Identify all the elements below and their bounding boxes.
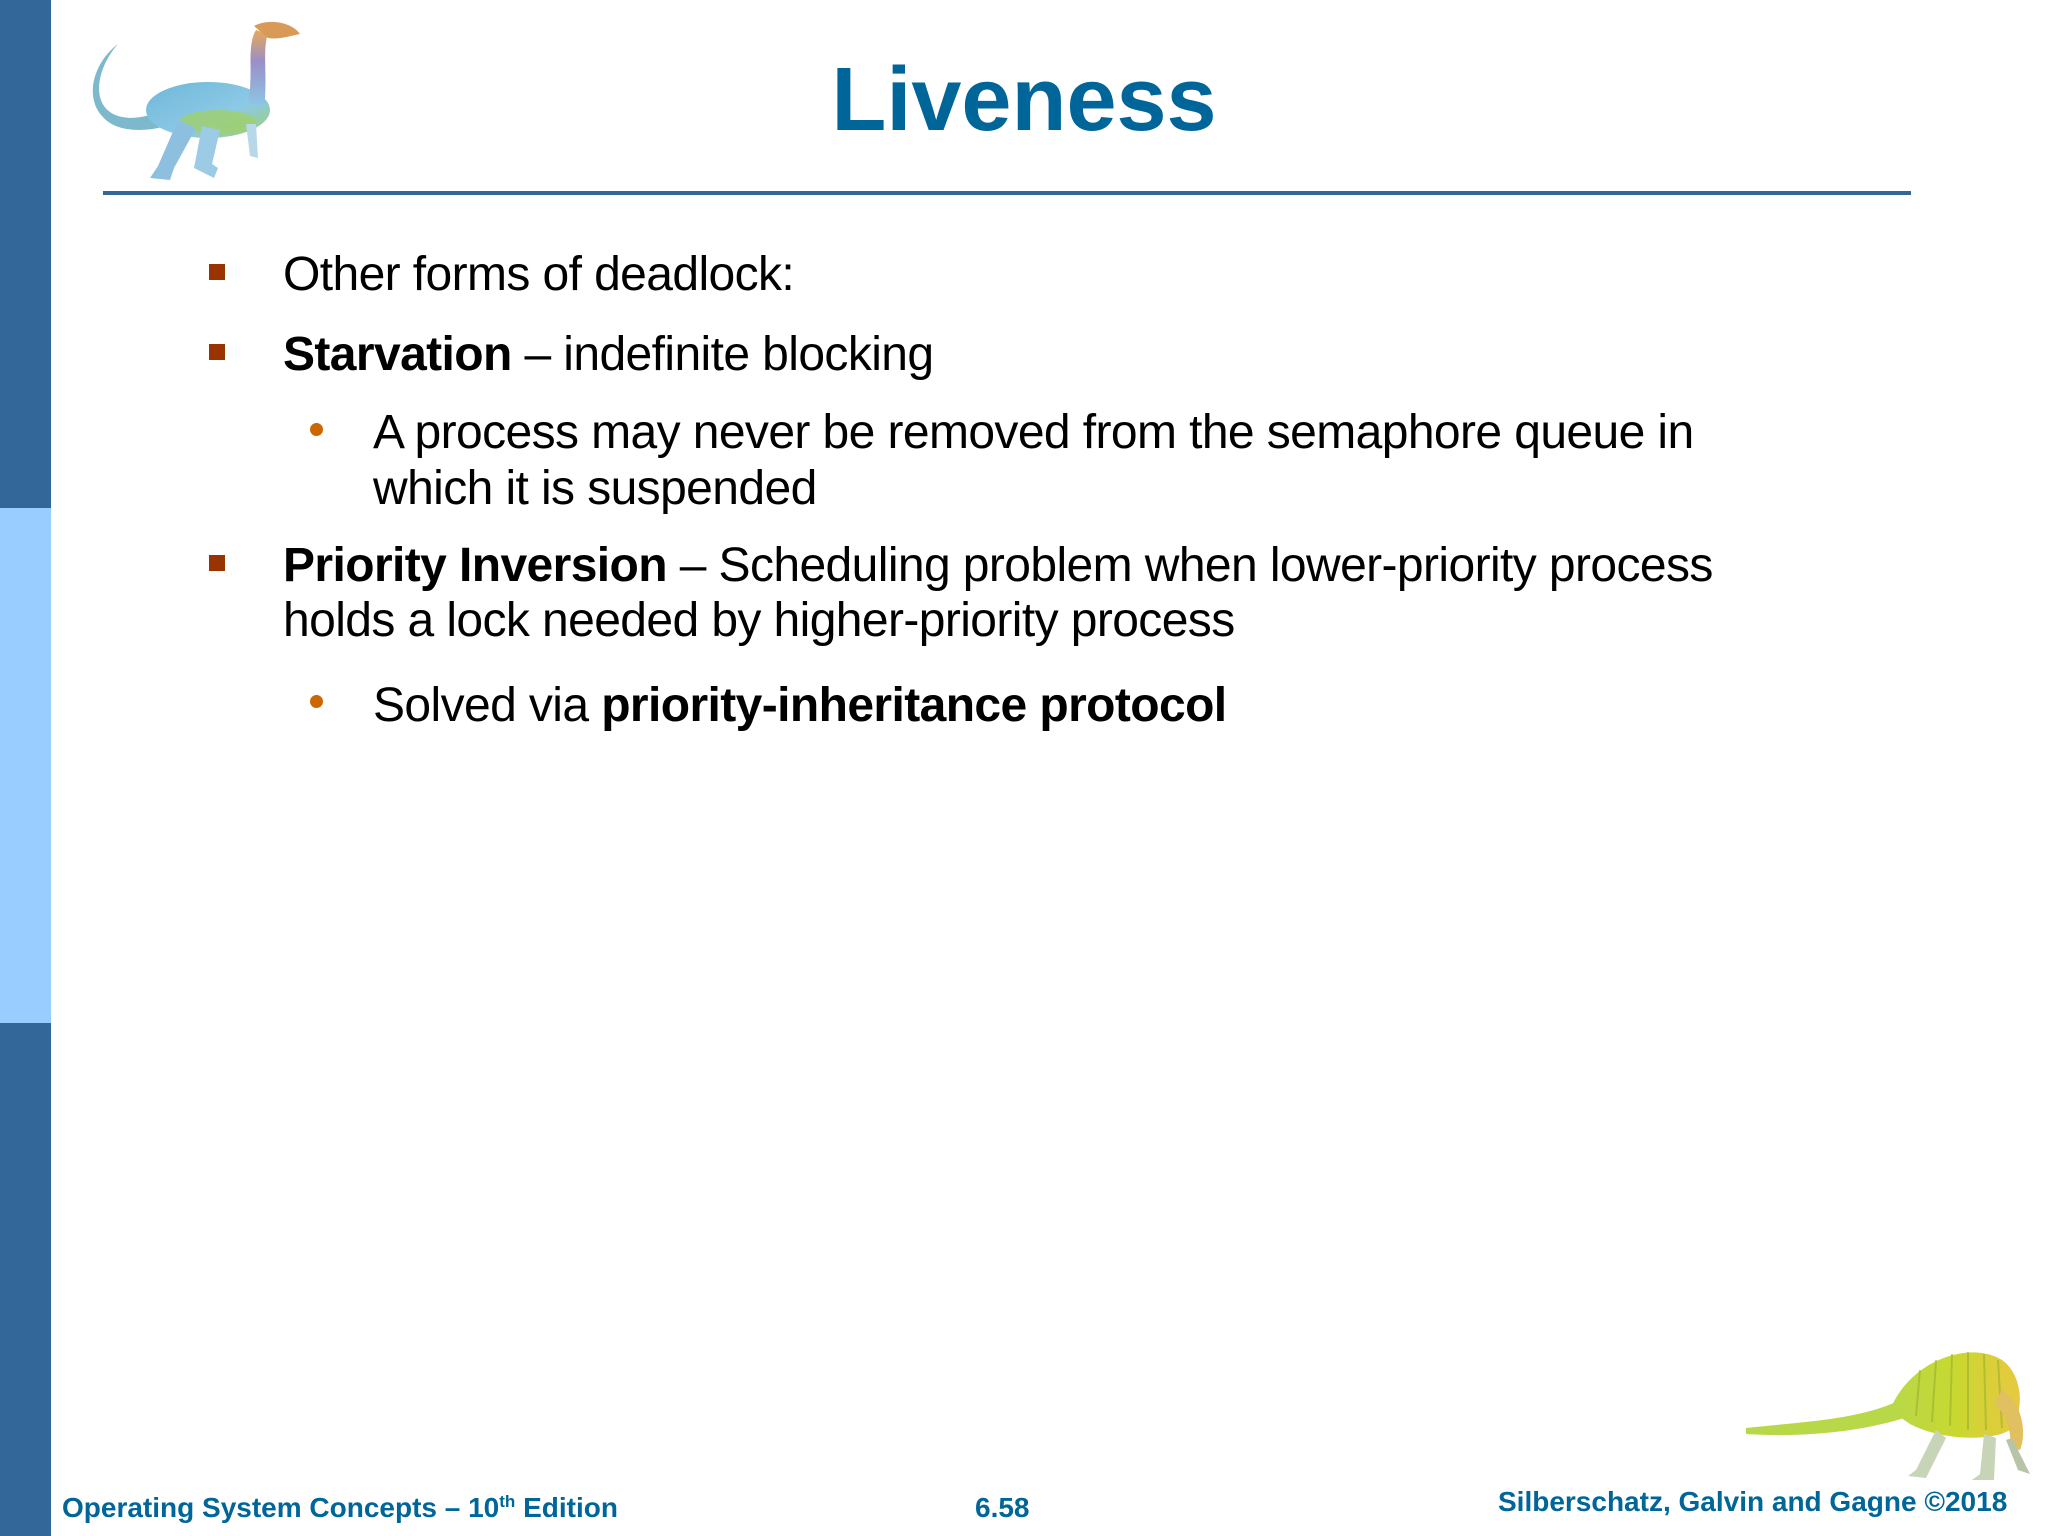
- sidebar-accent-decoration: [0, 508, 51, 1023]
- dinosaur-bottom-right-icon: [1740, 1330, 2035, 1485]
- footer-book-title: [62, 1490, 618, 1526]
- footer-book-title-prefix: Operating System Concepts – 10: [62, 1492, 500, 1523]
- square-bullet-icon: [209, 344, 225, 360]
- bullet-item: [283, 538, 1713, 594]
- sub-bullet-item: [373, 678, 1227, 734]
- bullet-text: – Scheduling problem when lower-priority process: [666, 539, 1713, 592]
- footer-book-title-suffix: Edition: [515, 1492, 618, 1523]
- dot-bullet-icon: [310, 695, 323, 708]
- bullet-text: – indefinite blocking: [511, 328, 934, 381]
- bullet-text: Other forms of deadlock:: [283, 248, 795, 301]
- bullet-continuation: holds a lock needed by higher-priority process: [283, 594, 1235, 647]
- bullet-term: Priority Inversion: [283, 539, 667, 592]
- bullet-item: [283, 247, 794, 303]
- square-bullet-icon: [209, 555, 225, 571]
- dot-bullet-icon: [310, 423, 323, 436]
- square-bullet-icon: [209, 264, 225, 280]
- title-divider: [103, 191, 1911, 195]
- sub-bullet-text: Solved via: [373, 679, 602, 732]
- bullet-term: Starvation: [283, 328, 512, 381]
- sub-bullet-term: priority-inheritance protocol: [601, 679, 1227, 732]
- footer-edition-superscript: th: [499, 1492, 516, 1511]
- sub-bullet-line: which it is suspended: [373, 462, 817, 515]
- sub-bullet-line: A process may never be removed from the semaphore queue in: [373, 406, 1694, 459]
- slide-number: 6.58: [975, 1492, 1030, 1523]
- slide-title: Liveness: [831, 50, 1217, 150]
- footer-copyright: Silberschatz, Galvin and Gagne ©2018: [1498, 1486, 2008, 1517]
- bullet-item: [283, 327, 934, 383]
